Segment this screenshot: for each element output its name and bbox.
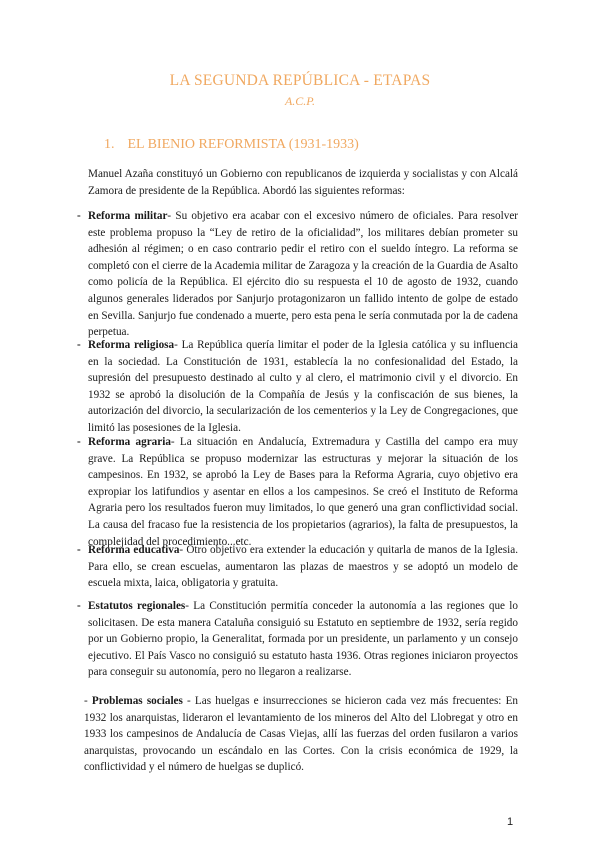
reform-text: - Su objetivo era acabar con el excesivo número de oficiales. Para resolver este problema propuso la “Ley de retiro de la oficialidad”, los militares debían prometer su adhesión al régimen; o en caso contrario pedir el retiro con el sueldo íntegro. La reforma se completó con el cierre de la Academia militar de Zaragoza y la creación de la Guardia de Asalto como policía de la República. El ejército dio su respuesta el 10 de agosto de 1932, cuando algunos generales liderados por Sanjurjo protagonizaron un fallido intento de golpe de estado en Sevilla. Sanjurjo fue condenado a muerte, pero esta pena le sería conmutada por la de cadena perpetua. (88, 210, 519, 339)
section-title: EL BIENIO REFORMISTA (1931-1933) (127, 137, 359, 152)
bullet-dash: - (77, 600, 81, 612)
reform-text: - La Constitución permitía conceder la autonomía a las regiones que lo solicitasen. De esta manera Cataluña consiguió su Estatuto en septiembre de 1932, sería regido por un Gobierno propio, la Generalitat, formada por un presidente, un parlamento y un consejo ejecutivo. El País Vasco no consiguió su estatuto hasta 1936. Otras regiones iniciaron proyectos para conseguir su autonomía, pero no llegaron a realizarse. (88, 600, 518, 679)
reform-text: - Las huelgas e insurrecciones se hicieron cada vez más frecuentes: En 1932 los anarquistas, lideraron el levantamiento de los mineros del Alto del Llobregat y otro en 1933 los campesinos de Andalucía de Casas Viejas, allí las fuerzas del orden fusilaron a varios anarquistas, provocando un escándalo en las Cortes. Con la crisis económica de 1929, la conflictividad y el número de huelgas se duplicó. (84, 695, 519, 774)
bullet-dash: - (77, 544, 81, 556)
reform-item-agrarian (77, 434, 518, 550)
bullet-dash: - (77, 436, 81, 448)
page-number: 1 (507, 816, 514, 828)
reform-label: Problemas sociales (91, 695, 183, 707)
reform-text: - Otro objetivo era extender la educación y quitarla de manos de la Iglesia. Para ello, se crean escuelas, aumentaron las plazas de maestros y se adoptó un modelo de escuela mixta, laica, obligatoria y gratuita. (88, 544, 518, 590)
reform-item-statutes (77, 598, 518, 681)
reform-item-religious (77, 337, 518, 437)
reform-text: - La República quería limitar el poder de la Iglesia católica y su influencia en la sociedad. La Constitución de 1931, establecía la no confesionalidad del Estado, la supresión del presupuesto destinado al culto y al clero, el matrimonio civil y el divorcio. En 1932 se aprobó la disolución de la Compañía de Jesús y la confiscación de sus bienes, la autorización del divorcio, la secularización de los cementerios y la Ley de Congregaciones, que limitó las posesiones de la Iglesia. (88, 339, 518, 434)
document-author: A.C.P. (284, 94, 316, 108)
reform-label: Reforma educativa (88, 544, 180, 556)
document-title: LA SEGUNDA REPÚBLICA - ETAPAS (169, 72, 431, 89)
intro-paragraph: Manuel Azaña constituyó un Gobierno con republicanos de izquierda y socialistas y con Alcalá Zamora de presidente de la República. Abordó las siguientes reformas: (88, 168, 518, 197)
social-problems-paragraph (84, 693, 518, 776)
section-heading (104, 137, 359, 153)
reform-label: Reforma militar (88, 210, 168, 222)
reform-label: Reforma religiosa (88, 339, 175, 351)
reform-label: Reforma agraria (88, 436, 171, 448)
reform-item-military (77, 208, 519, 341)
bullet-dash: - (77, 210, 81, 222)
section-number: 1. (104, 137, 115, 152)
paragraph-prefix: - (84, 695, 92, 707)
bullet-dash: - (77, 339, 81, 351)
reform-label: Estatutos regionales (88, 600, 186, 612)
reform-item-education (77, 542, 518, 592)
reform-text: - La situación en Andalucía, Extremadura y Castilla del campo era muy grave. La República se propuso modernizar las estructuras y mejorar la situación de los campesinos. En 1932, se aprobó la Ley de Bases para la Reforma Agraria, cuyo objetivo era expropiar los latifundios y asentar en ellos a los campesinos. Se creó el Instituto de Reforma Agraria pero los resultados fueron muy limitados, lo que generó una gran conflictividad social. La causa del fracaso fue la resistencia de los propietarios (agrarios), la falta de presupuestos, la complejidad del procedimiento...etc. (88, 436, 518, 548)
